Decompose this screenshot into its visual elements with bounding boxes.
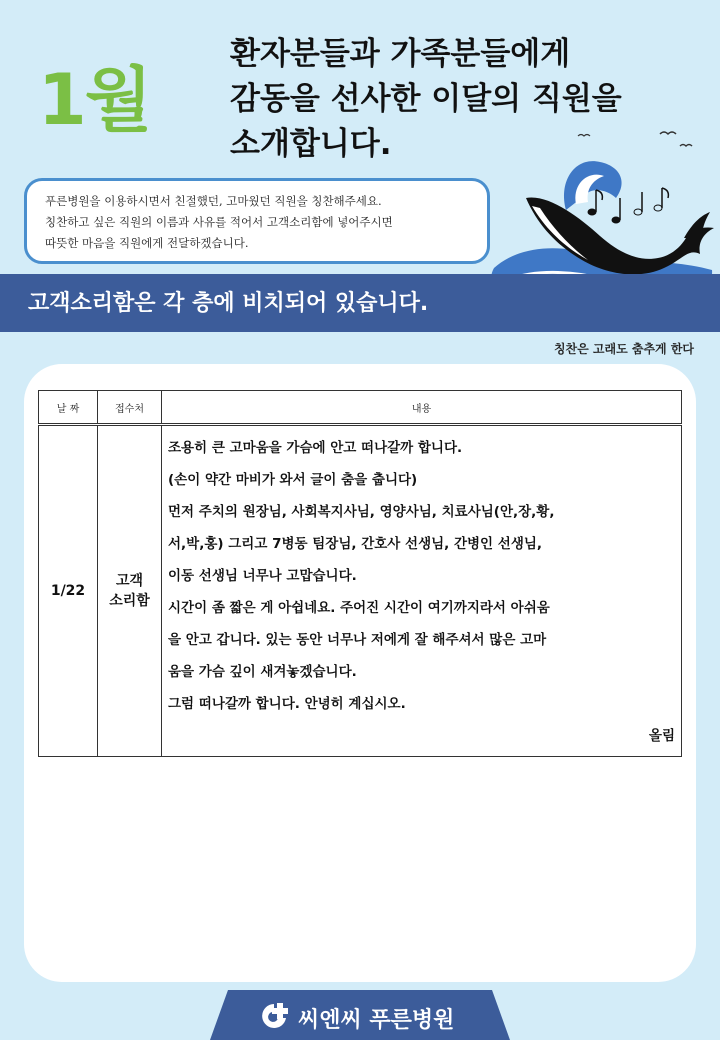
content-line: 먼저 주치의 원장님, 사회복지사님, 영양사님, 치료사님(안,장,황,	[168, 504, 555, 520]
slogan: 칭찬은 고래도 춤추게 한다	[553, 342, 694, 356]
praise-table	[38, 390, 682, 757]
header-date: 날 짜	[39, 391, 98, 425]
music-notes-icon	[588, 188, 668, 223]
headline-line: 환자분들과 가족분들에게	[230, 36, 571, 72]
intro-box	[24, 178, 490, 264]
header-received: 접수처	[98, 391, 162, 425]
banner-text: 고객소리함은 각 층에 비치되어 있습니다.	[28, 291, 429, 316]
received-cell	[98, 425, 162, 757]
headline-line: 감동을 선사한 이달의 직원을	[230, 81, 622, 117]
hospital-name: 씨엔씨 푸른병원	[298, 1008, 455, 1033]
intro-line: 푸른병원을 이용하시면서 친절했던, 고마웠던 직원을 칭찬해주세요.	[45, 194, 382, 208]
content-line: (손이 약간 마비가 와서 글이 춤을 춥니다)	[168, 472, 418, 488]
seagull-icon	[680, 145, 692, 147]
hospital-cross-logo-icon	[258, 1000, 290, 1032]
content-line: 움을 가슴 깊이 새겨놓겠습니다.	[168, 664, 357, 680]
seagull-icon	[660, 132, 676, 134]
seagull-icon	[578, 135, 590, 137]
table-row	[39, 425, 682, 757]
headline-line: 소개합니다.	[230, 126, 392, 162]
content-line: 시간이 좀 짧은 게 아쉽네요. 주어진 시간이 여기까지라서 아쉬움	[168, 600, 550, 616]
content-cell	[162, 425, 682, 757]
intro-line: 칭찬하고 싶은 직원의 이름과 사유를 적어서 고객소리함에 넣어주시면	[45, 215, 393, 229]
header-content: 내용	[162, 391, 682, 425]
content-line: 그럼 떠나갈까 합니다. 안녕히 계십시오.	[168, 696, 406, 712]
date-cell: 1/22	[39, 425, 98, 757]
content-line: 서,박,홍) 그리고 7병동 팀장님, 간호사 선생님, 간병인 선생님,	[168, 536, 543, 552]
content-line: 조용히 큰 고마움을 가슴에 안고 떠나갈까 합니다.	[168, 440, 463, 456]
content-line: 이동 선생님 너무나 고맙습니다.	[168, 568, 357, 584]
water-spout	[564, 161, 622, 210]
month-title: 1월	[38, 59, 151, 141]
received-line: 소리함	[109, 593, 150, 609]
content-line: 을 안고 갑니다. 있는 동안 너무나 저에게 잘 해주셔서 많은 고마	[168, 632, 547, 648]
signature: 올림	[648, 728, 675, 744]
intro-line: 따뜻한 마음을 직원에게 전달하겠습니다.	[45, 236, 249, 250]
received-line: 고객	[115, 573, 144, 589]
banner	[0, 274, 720, 332]
